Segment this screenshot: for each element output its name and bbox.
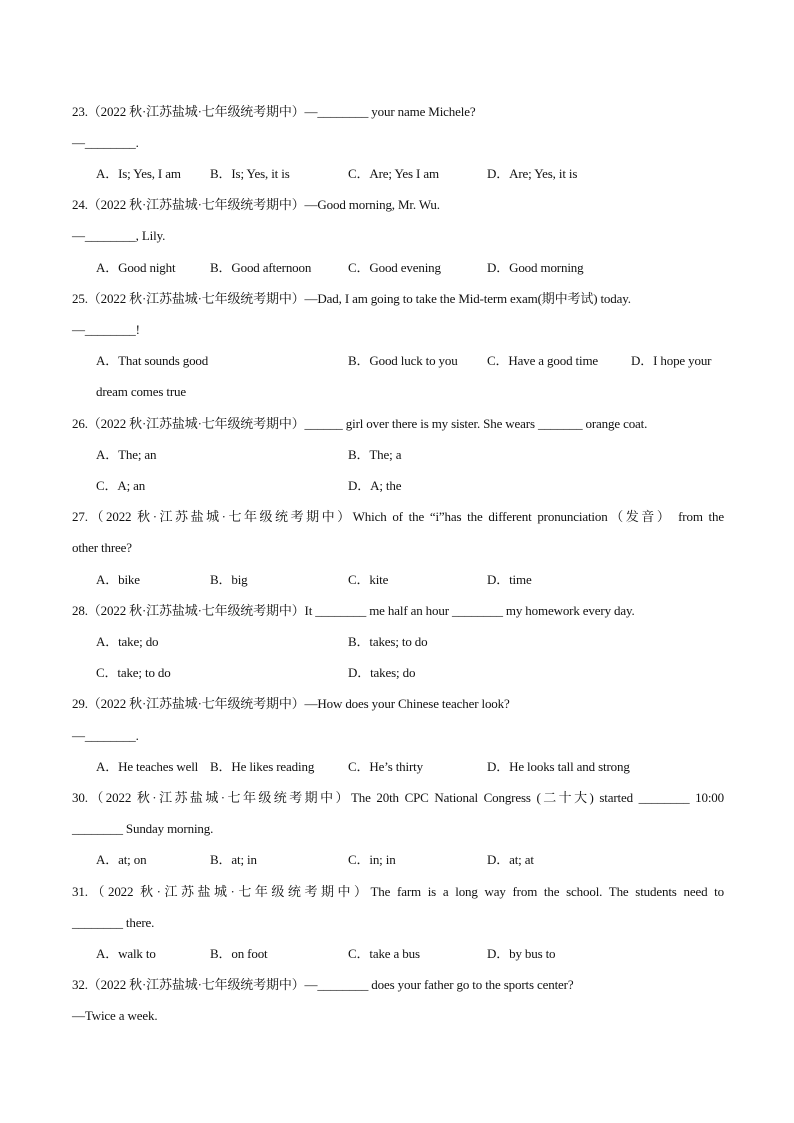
question-27-option-c[interactable]: C．kite xyxy=(348,572,389,587)
question-25-option-d-continuation: dream comes true xyxy=(96,384,187,399)
question-27-option-d[interactable]: D．time xyxy=(487,572,532,587)
question-28-stem: 28.（2022 秋·江苏盐城·七年级统考期中）It ________ me half an hour ________ my homework every day. xyxy=(72,603,635,618)
question-25-option-c[interactable]: C．Have a good time xyxy=(487,353,599,368)
question-31-stem: 31.（2022 秋·江苏盐城·七年级统考期中）The farm is a long way from the school. The students need to xyxy=(72,884,724,899)
question-32-answer-line: —Twice a week. xyxy=(72,1008,158,1023)
question-25-answer-line: —________! xyxy=(72,322,140,337)
question-30-option-d[interactable]: D．at; at xyxy=(487,852,534,867)
question-29-option-a[interactable]: A．He teaches well xyxy=(96,759,199,774)
question-24-option-c[interactable]: C．Good evening xyxy=(348,260,441,275)
question-23-answer-line: —________. xyxy=(72,135,139,150)
question-25-option-a[interactable]: A．That sounds good xyxy=(96,353,209,368)
question-24-answer-line: —________, Lily. xyxy=(72,228,166,243)
question-27-stem-continuation: other three? xyxy=(72,540,132,555)
question-26-stem: 26.（2022 秋·江苏盐城·七年级统考期中）______ girl over there is my sister. She wears _______ orange coat. xyxy=(72,416,648,431)
question-30-stem-continuation: ________ Sunday morning. xyxy=(72,821,214,836)
question-29-answer-line: —________. xyxy=(72,728,139,743)
question-30-option-c[interactable]: C．in; in xyxy=(348,852,396,867)
question-23-option-b[interactable]: B．Is; Yes, it is xyxy=(210,166,290,181)
question-32-stem: 32.（2022 秋·江苏盐城·七年级统考期中）—________ does your father go to the sports center? xyxy=(72,977,574,992)
question-28-option-a[interactable]: A．take; do xyxy=(96,634,159,649)
question-31-option-d[interactable]: D．by bus to xyxy=(487,946,556,961)
question-31-option-c[interactable]: C．take a bus xyxy=(348,946,420,961)
question-31-stem-continuation: ________ there. xyxy=(72,915,155,930)
question-27-option-b[interactable]: B．big xyxy=(210,572,248,587)
question-24-option-d[interactable]: D．Good morning xyxy=(487,260,584,275)
question-24-option-b[interactable]: B．Good afternoon xyxy=(210,260,312,275)
question-25-option-d[interactable]: D．I hope your xyxy=(631,353,712,368)
question-29-option-c[interactable]: C．He’s thirty xyxy=(348,759,423,774)
question-31-option-a[interactable]: A．walk to xyxy=(96,946,156,961)
question-24-option-a[interactable]: A．Good night xyxy=(96,260,176,275)
question-23-option-d[interactable]: D．Are; Yes, it is xyxy=(487,166,578,181)
question-31-option-b[interactable]: B．on foot xyxy=(210,946,268,961)
question-26-option-c[interactable]: C．A; an xyxy=(96,478,146,493)
question-28-option-d[interactable]: D．takes; do xyxy=(348,665,416,680)
question-30-stem: 30.（2022 秋·江苏盐城·七年级统考期中）The 20th CPC National Congress (二十大) started ________ 10:00 xyxy=(72,790,724,805)
question-27-stem: 27.（2022 秋·江苏盐城·七年级统考期中）Which of the “i”has the different pronunciation（发音） from the xyxy=(72,509,724,524)
question-23-stem: 23.（2022 秋·江苏盐城·七年级统考期中）—________ your name Michele? xyxy=(72,104,476,119)
question-30-option-a[interactable]: A．at; on xyxy=(96,852,147,867)
question-25-stem: 25.（2022 秋·江苏盐城·七年级统考期中）—Dad, I am going to take the Mid-term exam(期中考试) today. xyxy=(72,291,631,306)
question-27-option-a[interactable]: A．bike xyxy=(96,572,140,587)
question-26-option-d[interactable]: D．A; the xyxy=(348,478,402,493)
question-30-option-b[interactable]: B．at; in xyxy=(210,852,257,867)
question-24-stem: 24.（2022 秋·江苏盐城·七年级统考期中）—Good morning, Mr. Wu. xyxy=(72,197,440,212)
question-25-option-b[interactable]: B．Good luck to you xyxy=(348,353,458,368)
question-29-option-b[interactable]: B．He likes reading xyxy=(210,759,315,774)
question-23-option-c[interactable]: C．Are; Yes I am xyxy=(348,166,439,181)
question-29-option-d[interactable]: D．He looks tall and strong xyxy=(487,759,630,774)
question-26-option-a[interactable]: A．The; an xyxy=(96,447,157,462)
question-23-option-a[interactable]: A．Is; Yes, I am xyxy=(96,166,181,181)
question-26-option-b[interactable]: B．The; a xyxy=(348,447,402,462)
question-29-stem: 29.（2022 秋·江苏盐城·七年级统考期中）—How does your Chinese teacher look? xyxy=(72,696,510,711)
question-28-option-c[interactable]: C．take; to do xyxy=(96,665,171,680)
question-28-option-b[interactable]: B．takes; to do xyxy=(348,634,428,649)
